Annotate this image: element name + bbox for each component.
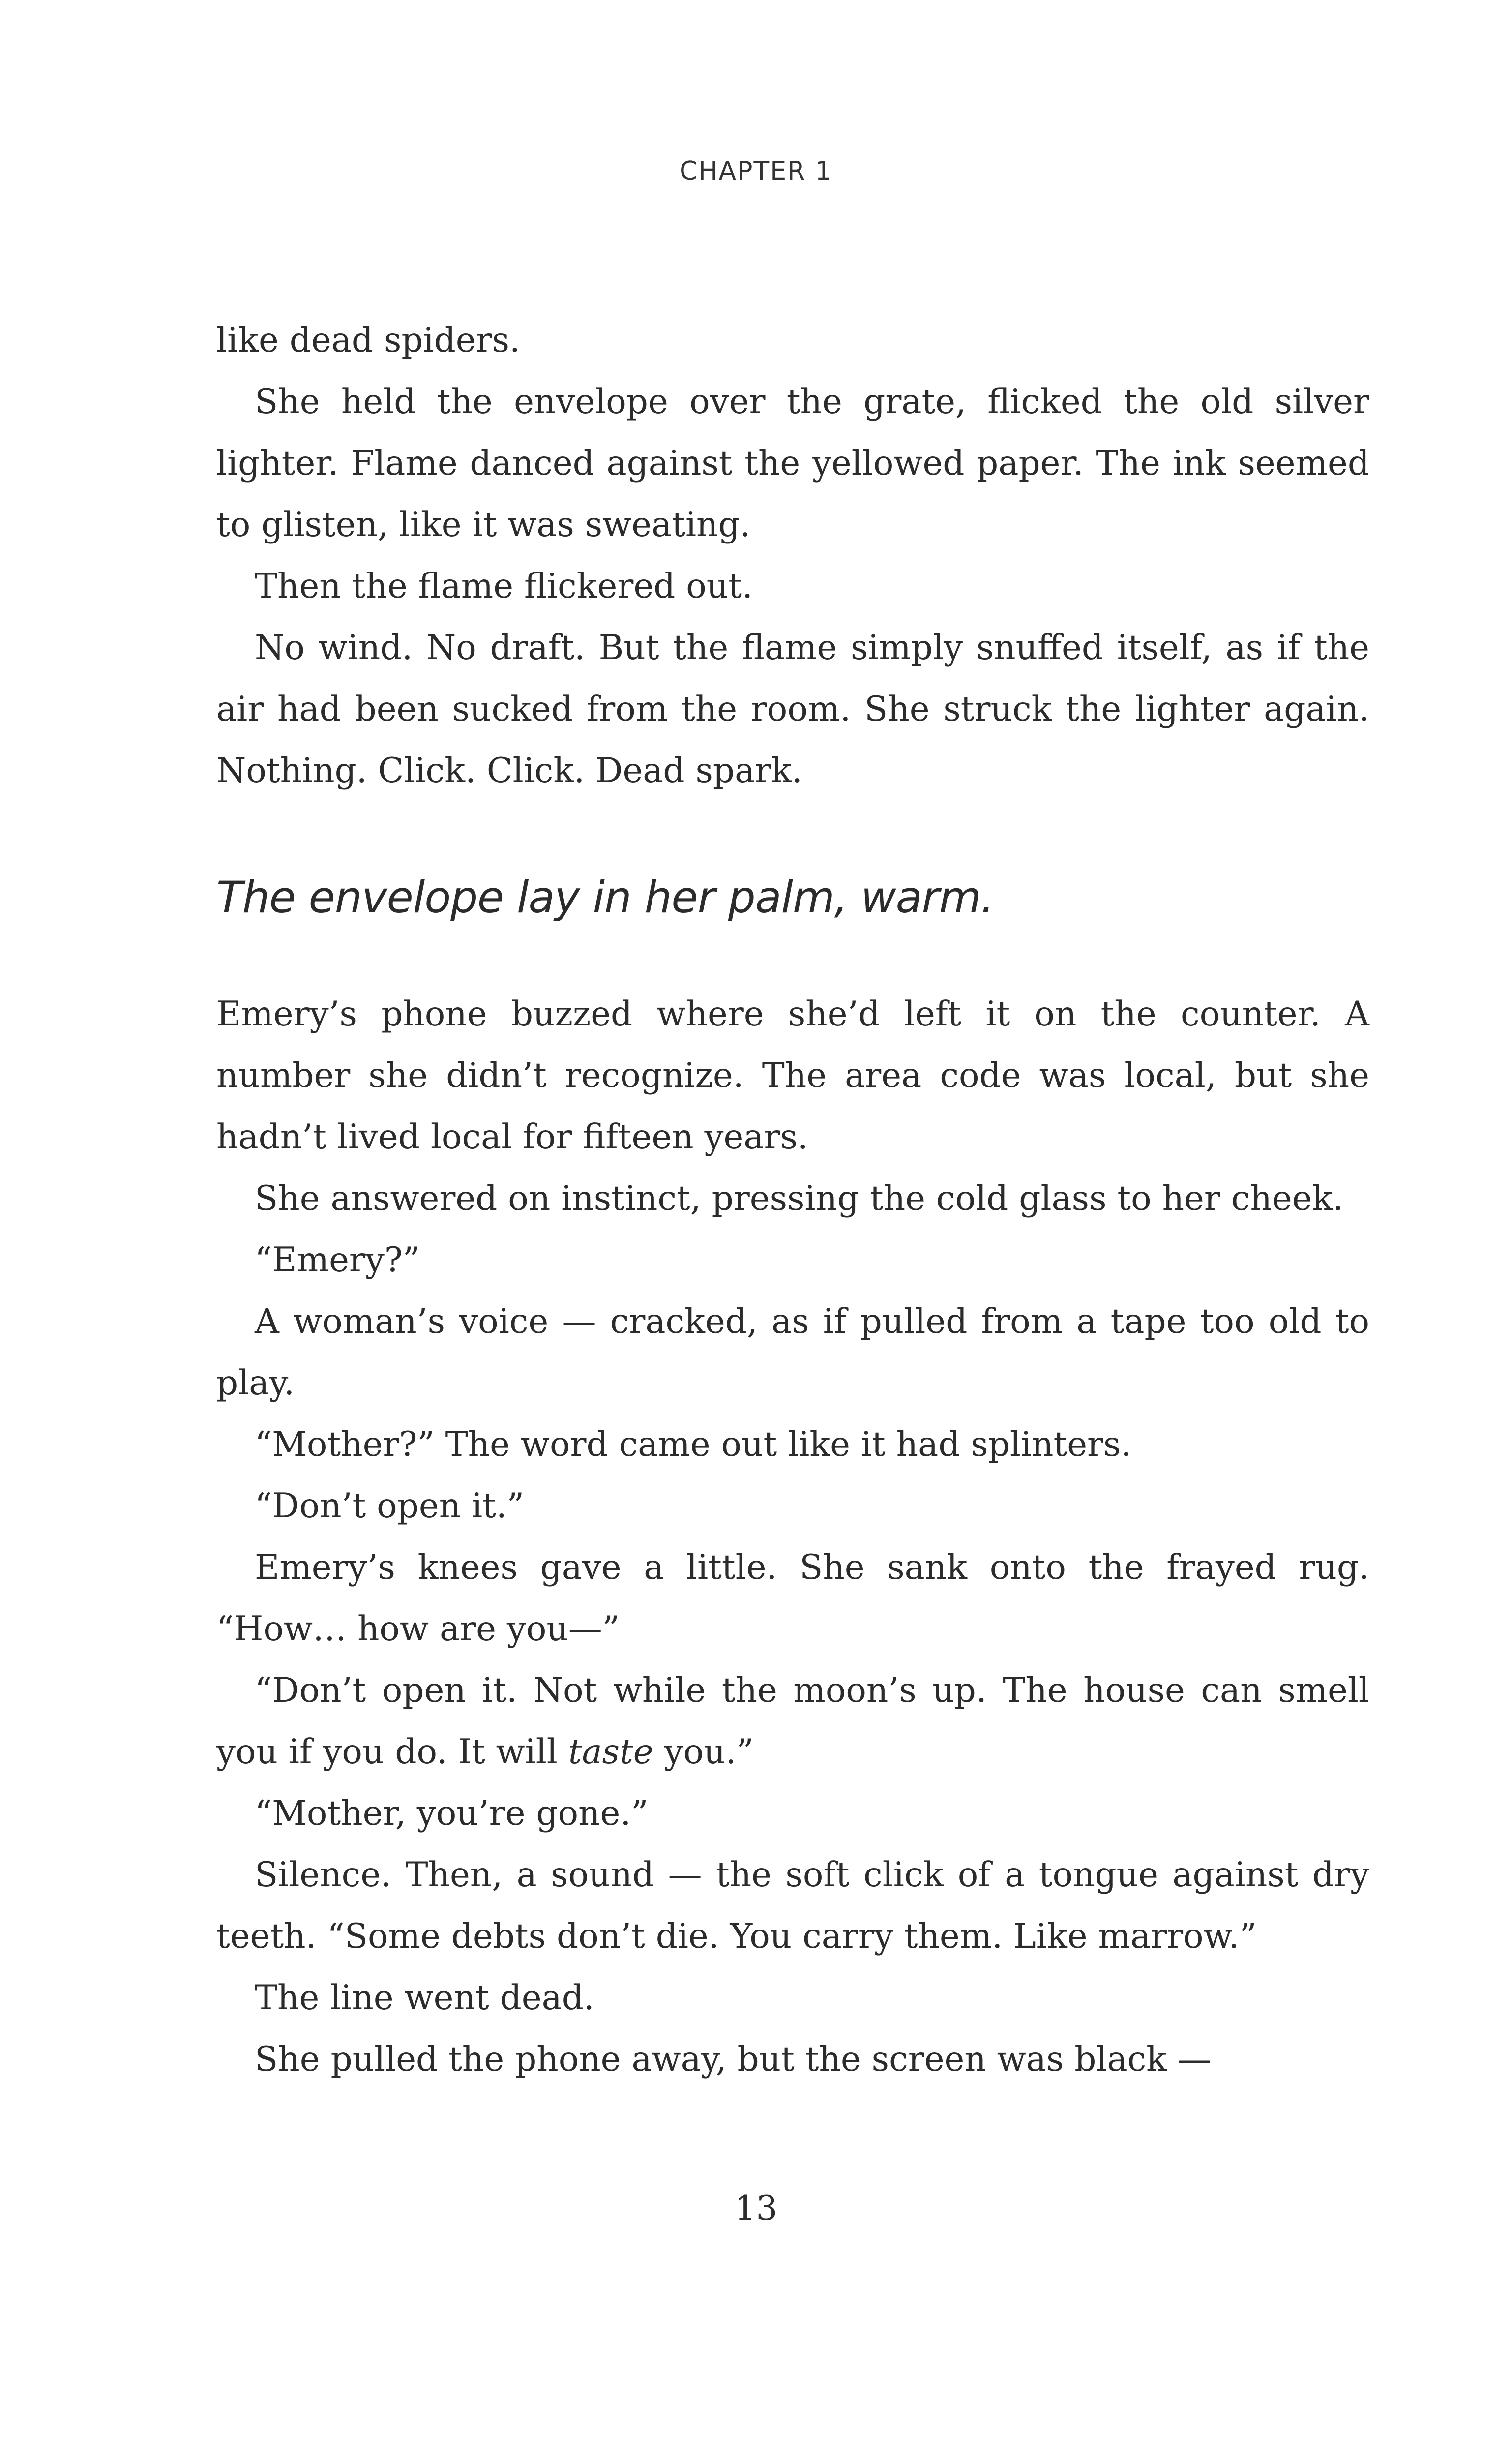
paragraph: No wind. No draft. But the flame simply snuffed itself, as if the air had been sucked from the room. She struck the lighter again. Nothing. Click. Click. Dead spark. xyxy=(216,628,1369,790)
paragraph: Silence. Then, a sound — the soft click of a tongue against dry teeth. “Some debts don’t die. You carry them. Like marrow.” xyxy=(216,1855,1369,1956)
paragraph: “Mother, you’re gone.” xyxy=(255,1794,649,1833)
paragraph: She answered on instinct, pressing the cold glass to her cheek. xyxy=(255,1179,1344,1218)
text-block-lower xyxy=(216,984,1369,2090)
paragraph: She pulled the phone away, but the screen was black — xyxy=(255,2040,1212,2079)
running-head: CHAPTER 1 xyxy=(680,156,832,186)
paragraph xyxy=(216,1660,1369,1783)
text-block-upper xyxy=(216,310,1369,802)
paragraph-text: you.” xyxy=(653,1732,754,1772)
page-number: 13 xyxy=(734,2189,778,2228)
paragraph: “Emery?” xyxy=(255,1240,420,1280)
paragraph: “Don’t open it.” xyxy=(255,1486,525,1526)
paragraph: The line went dead. xyxy=(255,1978,594,2018)
paragraph: “Mother?” The word came out like it had splinters. xyxy=(255,1425,1132,1464)
paragraph: Emery’s knees gave a little. She sank onto the frayed rug. “How… how are you—” xyxy=(216,1548,1369,1649)
paragraph: like dead spiders. xyxy=(216,321,520,360)
paragraph: She held the envelope over the grate, flicked the old silver lighter. Flame danced against the yellowed paper. The ink seemed to glisten, like it was sweating. xyxy=(216,382,1369,544)
paragraph-text: “Don’t open it. Not while the moon’s up. The house can smell you if you do. It will xyxy=(216,1671,1369,1772)
paragraph: Then the flame flickered out. xyxy=(255,567,753,606)
emphasized-word: taste xyxy=(568,1732,653,1772)
section-break-heading: The envelope lay in her palm, warm. xyxy=(216,872,994,923)
paragraph: Emery’s phone buzzed where she’d left it on the counter. A number she didn’t recognize. The area code was local, but she hadn’t lived local for fifteen years. xyxy=(216,995,1369,1157)
paragraph: A woman’s voice — cracked, as if pulled from a tape too old to play. xyxy=(216,1302,1369,1403)
